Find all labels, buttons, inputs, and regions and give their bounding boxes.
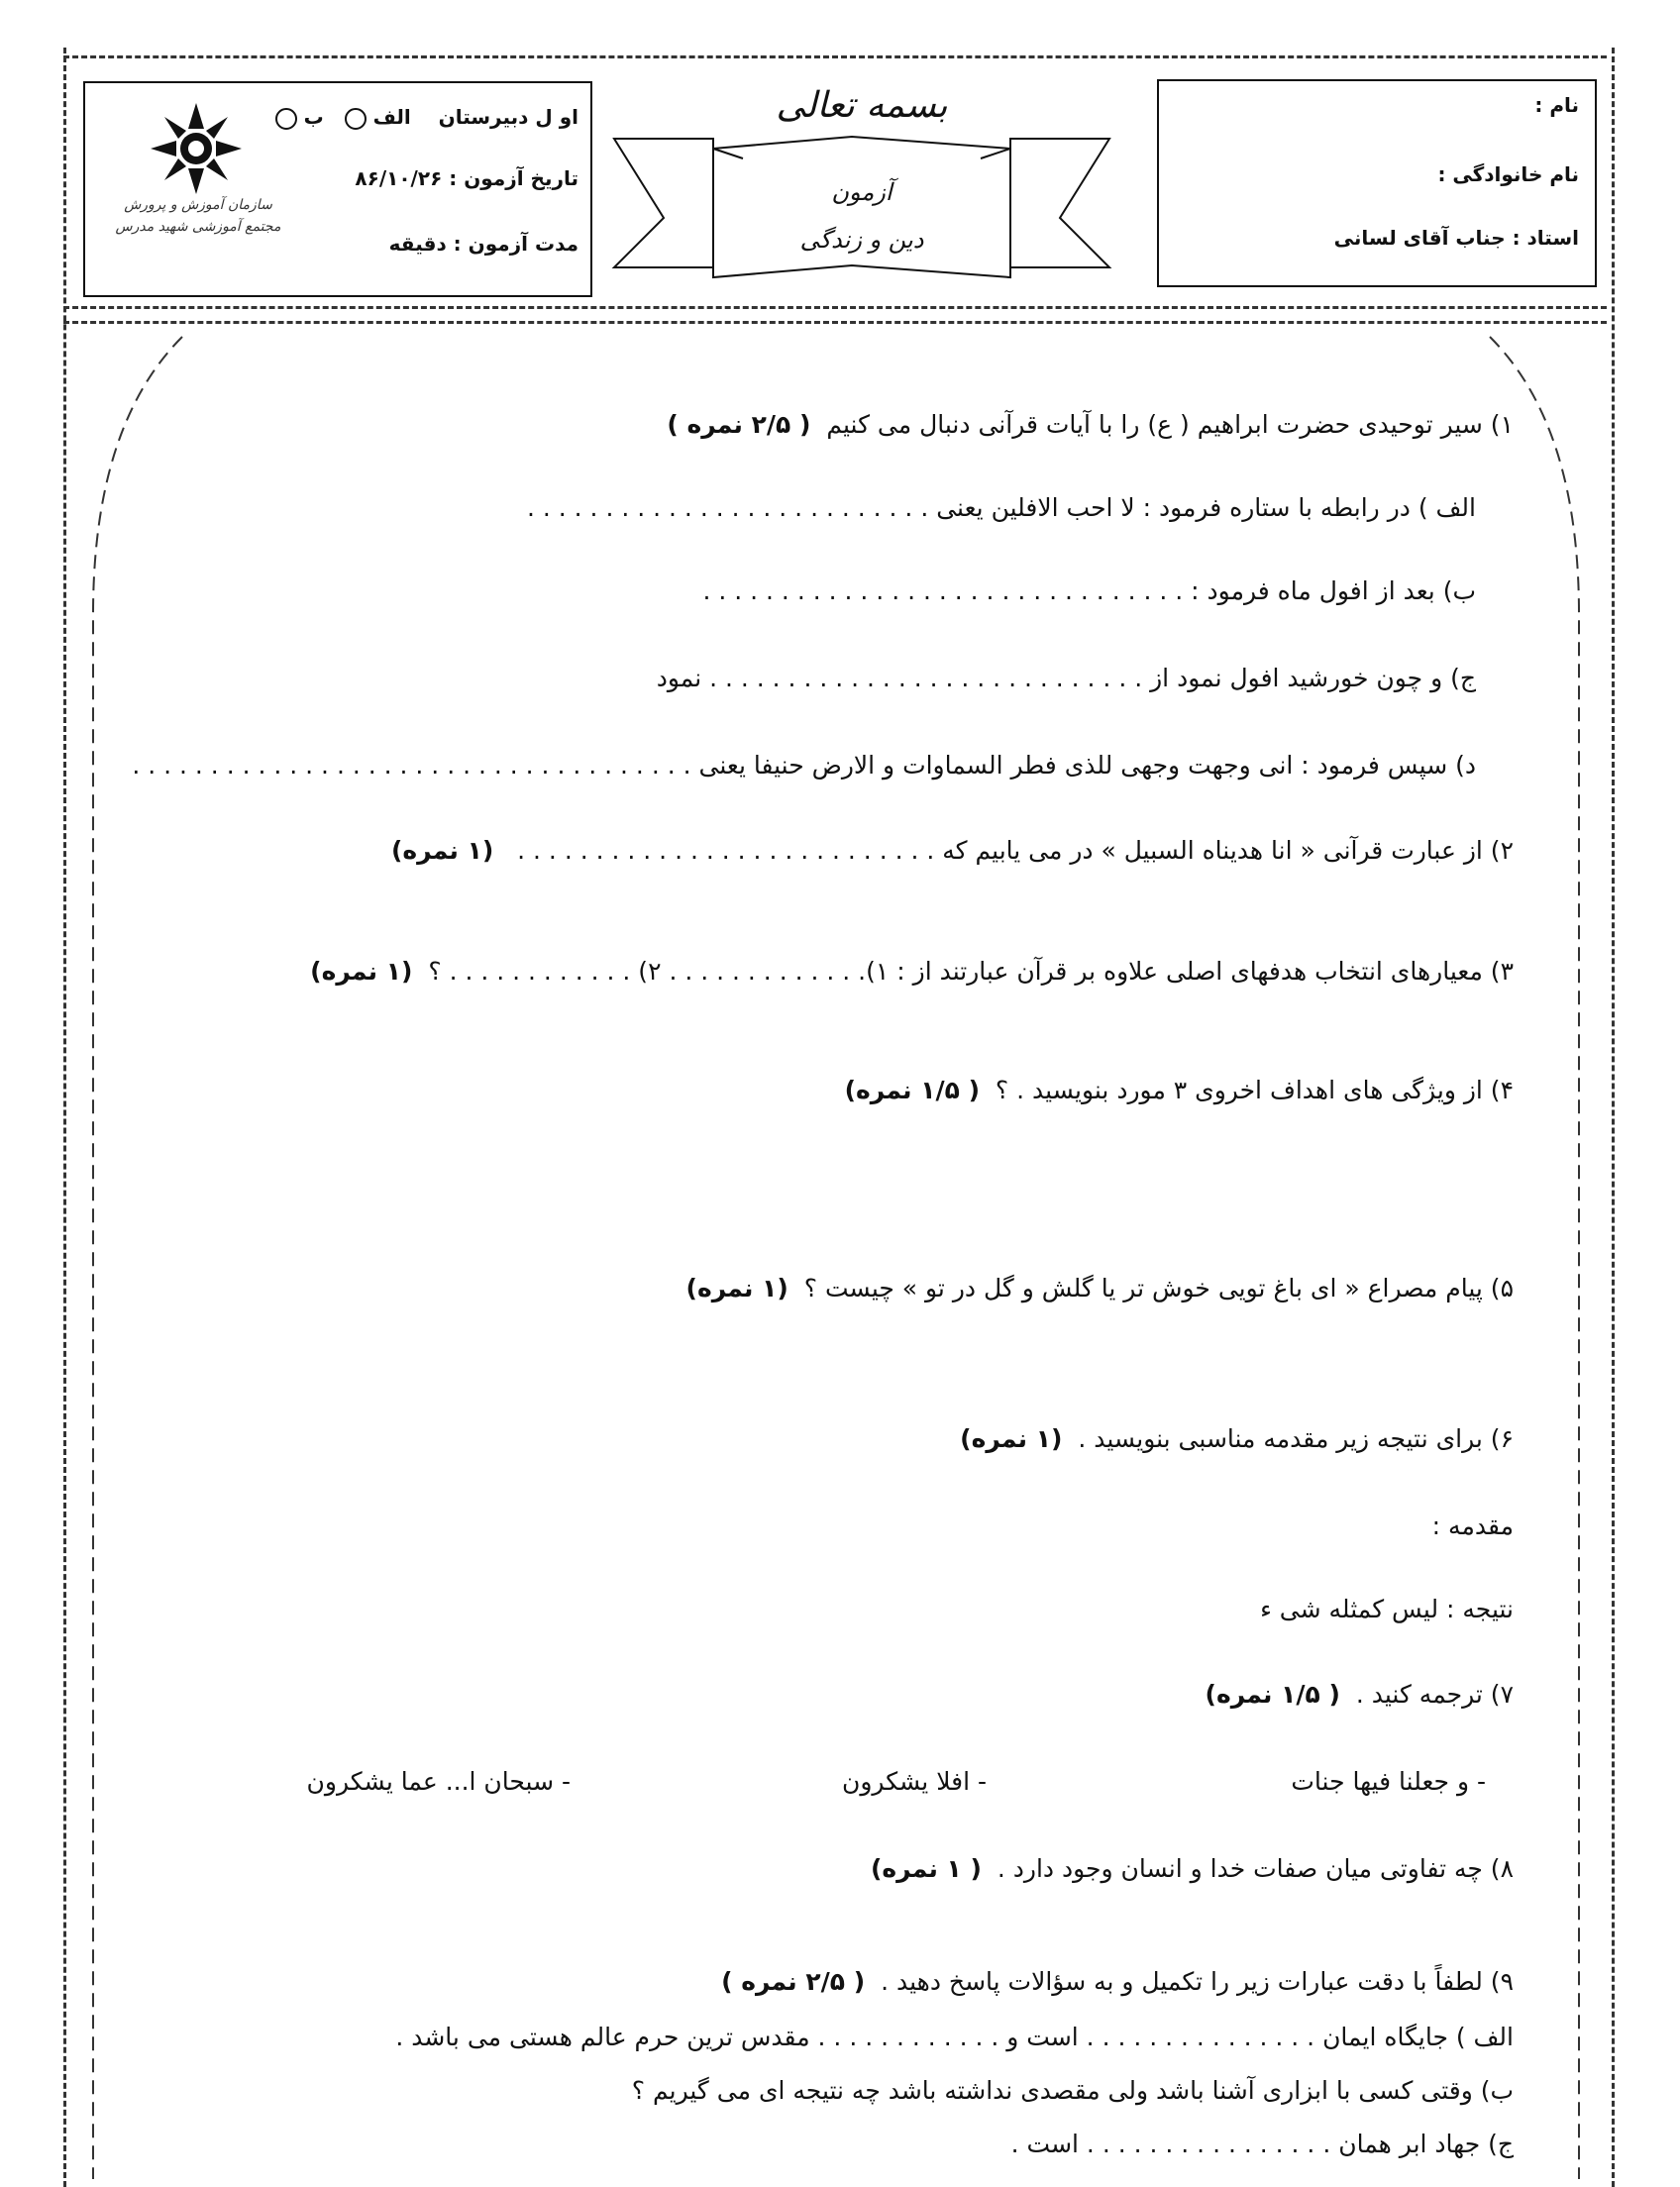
subject-name: دین و زندگی xyxy=(799,226,924,254)
q8-text: ۸) چه تفاوتی میان صفات خدا و انسان وجود دارد . xyxy=(997,1854,1514,1883)
q5-mark: (۱ نمره) xyxy=(685,1274,788,1302)
question-4 xyxy=(845,1074,1514,1107)
q7-item-2: - افلا یشکرون xyxy=(841,1767,987,1796)
exam-date: تاریخ آزمون : ۸۶/۱۰/۲۶ xyxy=(355,166,578,190)
q6-text: ۶) برای نتیجه زیر مقدمه مناسبی بنویسید . xyxy=(1078,1424,1514,1453)
option-b-radio[interactable] xyxy=(275,108,297,130)
question-9 xyxy=(721,1965,1514,1999)
q3-text: ۳) معیارهای انتخاب هدفهای اصلی علاوه بر قرآن عبارتند از : ۱). . . . . . . . . . . . . ۲) . . . . . . . . . . . . ؟ xyxy=(428,957,1514,986)
q3-mark: (۱ نمره) xyxy=(310,957,413,986)
question-5 xyxy=(686,1272,1514,1305)
q7-item-3: - سبحان ا... عما یشکرون xyxy=(306,1767,571,1796)
q2-text: ۲) از عبارت قرآنی « انا هدیناه السبیل » در می یابیم که . . . . . . . . . . . . . . . . . . . . . . . . . . . xyxy=(517,836,1514,865)
q7-text: ۷) ترجمه کنید . xyxy=(1355,1680,1514,1709)
q9-mark: ( ۲/۵ نمره ) xyxy=(721,1967,866,1996)
q4-mark: ( ۱/۵ نمره) xyxy=(844,1076,981,1104)
q9-part-b: ب) وقتی کسی با ابزاری آشنا باشد ولی مقصدی نداشته باشد چه نتیجه ای می گیریم ؟ xyxy=(631,2076,1514,2105)
q9-part-a: الف ) جایگاه ایمان . . . . . . . . . . . . . . . است و . . . . . . . . . . . . مقدس ترین حرم عالم هستی می باشد . xyxy=(395,2023,1514,2051)
q9-text: ۹) لطفاً با دقت عبارات زیر را تکمیل و به سؤالات پاسخ دهید . xyxy=(881,1967,1514,1996)
q6-mark: (۱ نمره) xyxy=(960,1424,1063,1453)
school-line-1: سازمان آموزش و پرورش xyxy=(124,197,272,213)
q1-part-c: ج) و چون خورشید افول نمود از . . . . . . . . . . . . . . . . . . . . . . . . . . . . نمود xyxy=(656,664,1476,692)
exam-duration: مدت آزمون : دقیقه xyxy=(388,232,578,256)
grade-text: او ل دبیرستان xyxy=(438,105,578,129)
option-a-radio[interactable] xyxy=(345,108,367,130)
q4-text: ۴) از ویژگی های اهداف اخروی ۳ مورد بنویسید . ؟ xyxy=(995,1076,1514,1104)
school-name-stamp xyxy=(109,194,287,238)
title-banner xyxy=(604,79,1119,297)
emblem-logo-icon xyxy=(147,99,246,198)
q2-mark: (۱ نمره) xyxy=(391,836,494,865)
q8-mark: ( ۱ نمره) xyxy=(870,1854,982,1883)
q1-mark: ( ۲/۵ نمره ) xyxy=(667,410,811,439)
q1-part-b: ب) بعد از افول ماه فرمود : . . . . . . . . . . . . . . . . . . . . . . . . . . . . . . . xyxy=(702,576,1476,605)
q6-premise: مقدمه : xyxy=(1431,1511,1514,1540)
q1-part-a: الف ) در رابطه با ستاره فرمود : لا احب الافلین یعنی . . . . . . . . . . . . . . . . . . . . . . . . . . xyxy=(526,493,1476,522)
school-line-2: مجتمع آموزشی شهید مدرس xyxy=(115,219,281,235)
question-6 xyxy=(960,1422,1514,1456)
q1-part-d: د) سپس فرمود : انی وجهت وجهی للذی فطر السماوات و الارض حنیفا یعنی . . . . . . . . . . . . . . . . . . . . . . . . . . . . . . . . . . . . xyxy=(132,751,1476,780)
q7-item-1: - و جعلنا فیها جنات xyxy=(1291,1767,1486,1796)
question-7 xyxy=(1206,1678,1514,1712)
teacher-label: استاد : جناب آقای لسانی xyxy=(1333,226,1579,250)
option-b-label: ب xyxy=(303,105,324,129)
grade-label xyxy=(275,105,578,130)
q7-mark: ( ۱/۵ نمره) xyxy=(1205,1680,1340,1709)
q9-part-c: ج) جهاد ابر همان . . . . . . . . . . . . . . . . است . xyxy=(1010,2130,1514,2158)
family-name-label: نام خانوادگی : xyxy=(1437,162,1579,186)
q5-text: ۵) پیام مصراع « ای باغ تویی خوش تر یا گلش و گل در تو » چیست ؟ xyxy=(803,1274,1514,1302)
q1-text: ۱) سیر توحیدی حضرت ابراهیم ( ع) را با آیات قرآنی دنبال می کنیم xyxy=(826,410,1514,439)
question-2 xyxy=(391,834,1514,868)
q6-conclusion: نتیجه : لیس کمثله شی ء xyxy=(1260,1595,1514,1623)
exam-word: آزمون xyxy=(831,178,892,206)
option-a-label: الف xyxy=(372,105,411,129)
question-8 xyxy=(871,1852,1514,1886)
basmala: بسمه تعالی xyxy=(776,85,948,126)
name-label: نام : xyxy=(1534,93,1579,117)
question-1 xyxy=(667,408,1514,442)
question-3 xyxy=(310,955,1514,989)
